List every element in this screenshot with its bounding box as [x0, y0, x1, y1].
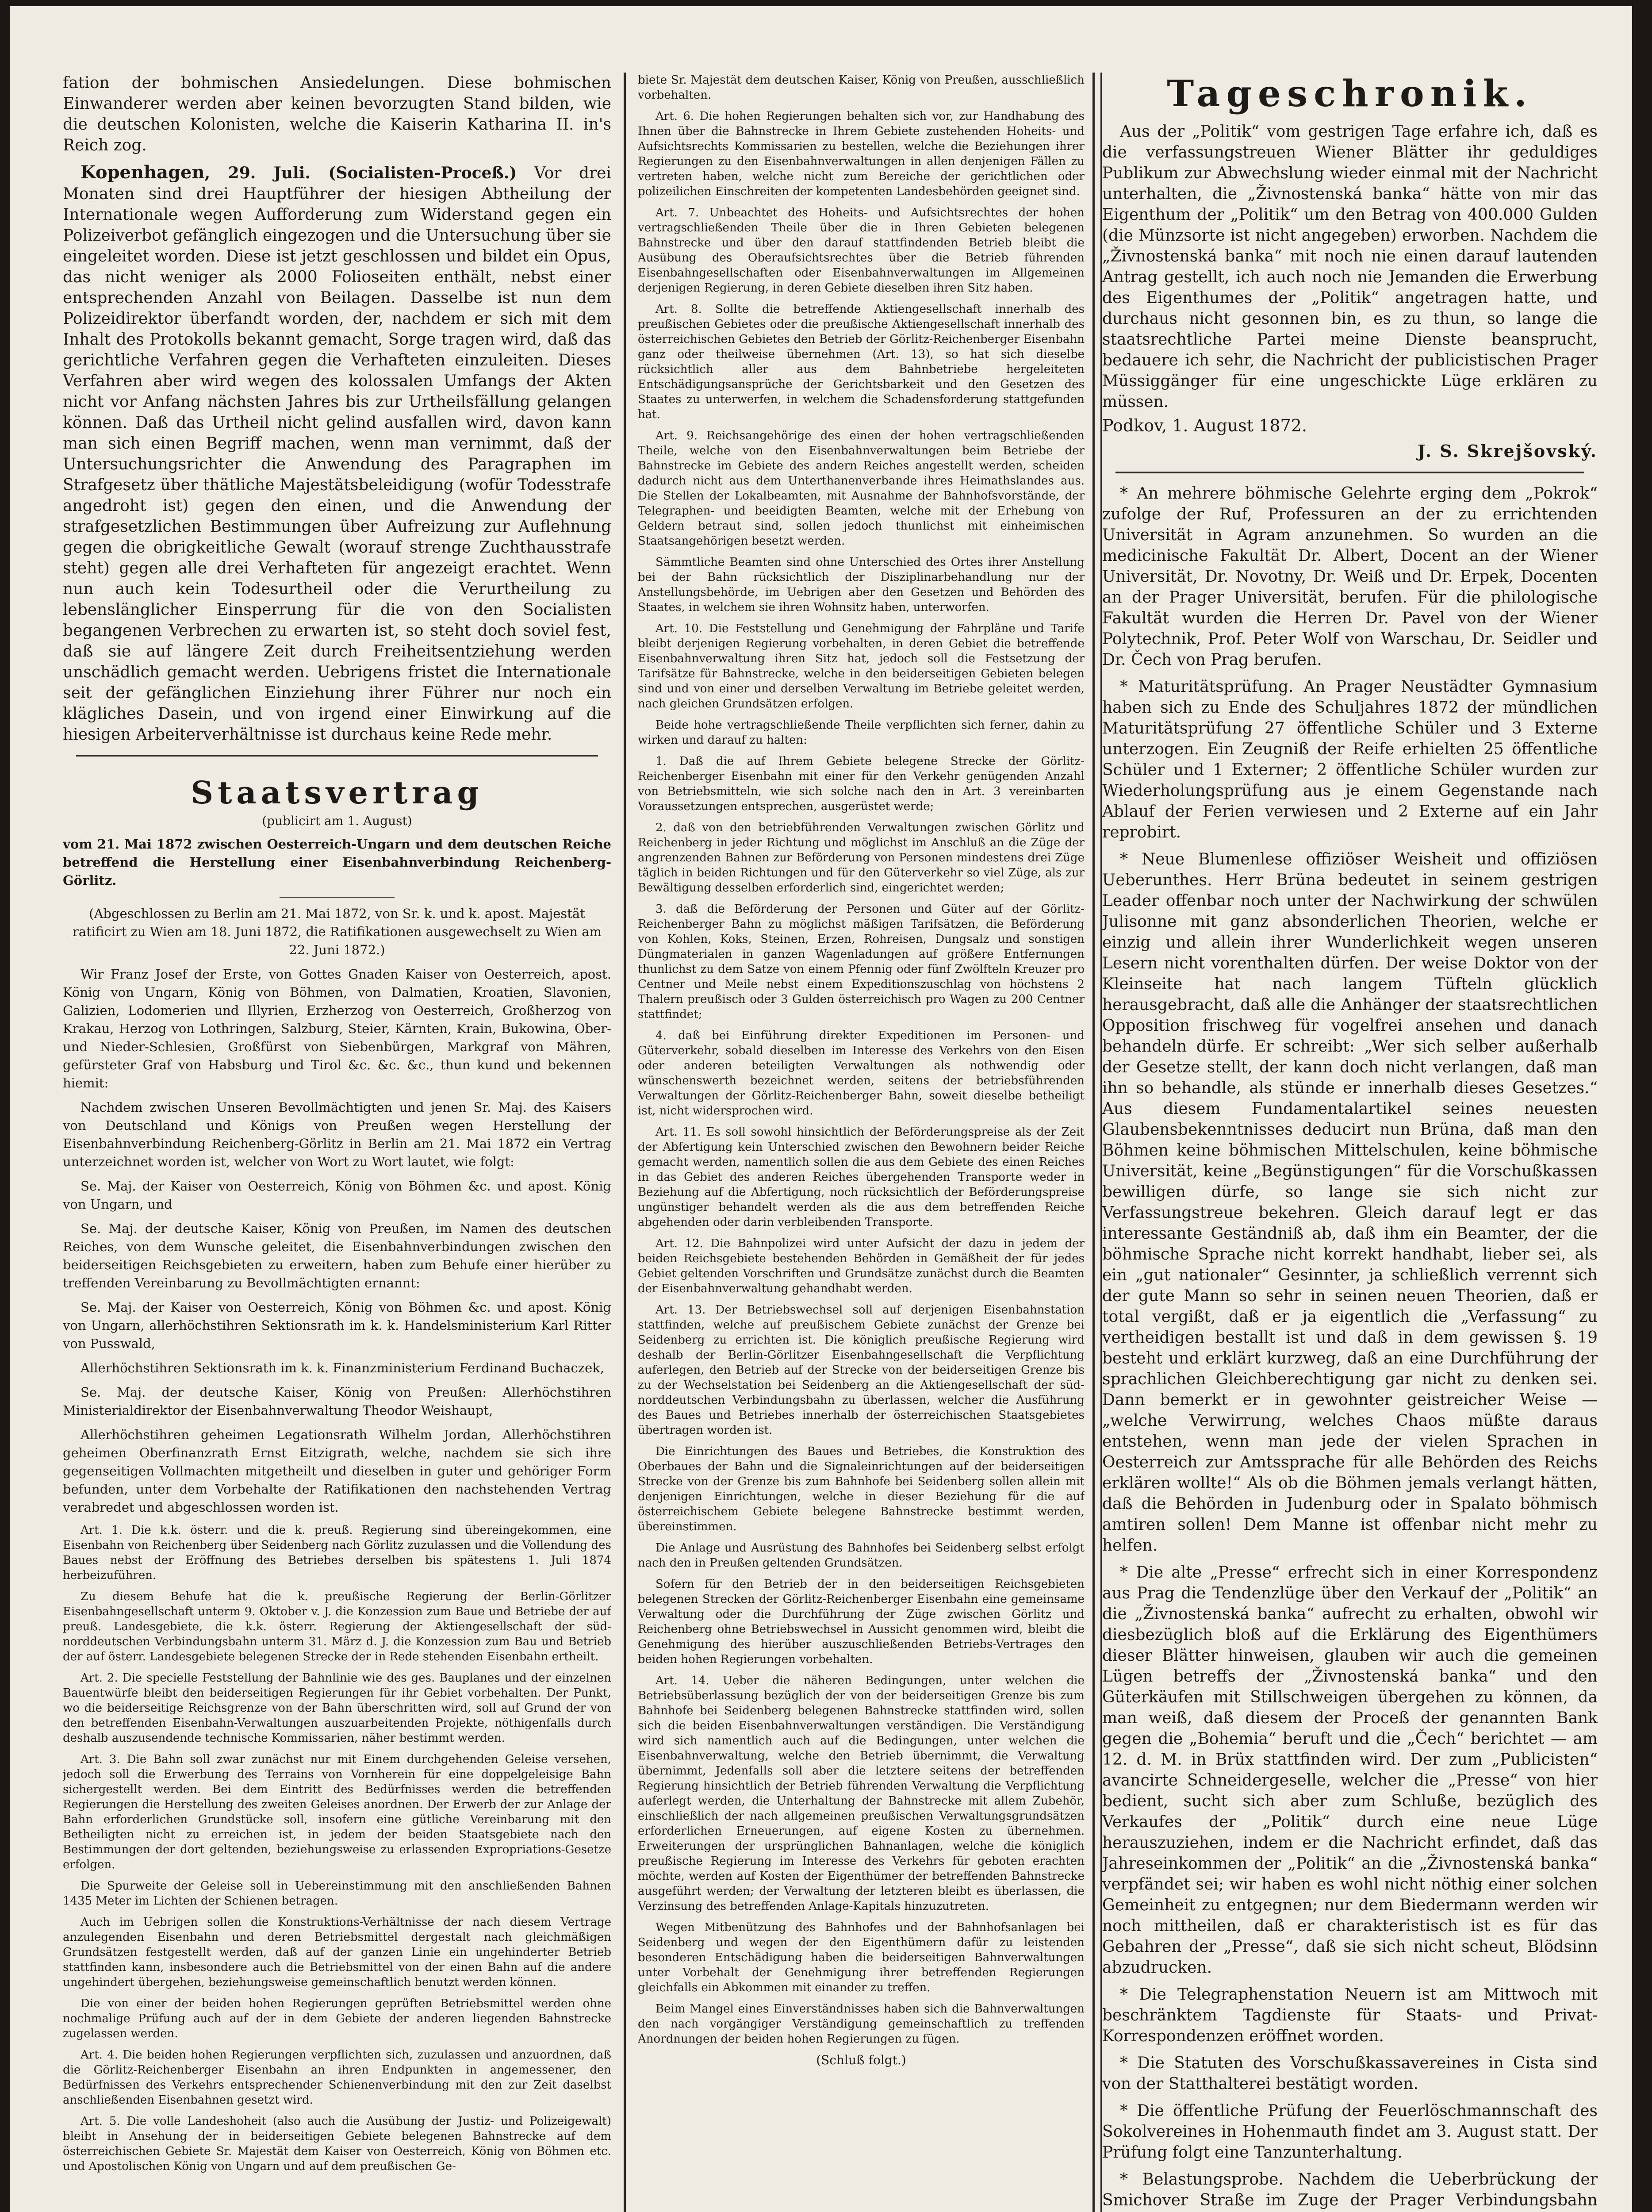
article-continuation: fation der bohmischen Ansiedelungen. Diese bohmischen Einwanderer werden aber keinen bevorzugten Stand bilden, wie die deutschen Kolonisten, welche die Kaiserin Katharina II. in's Reich zog.	[63, 74, 611, 154]
kopenhagen-body: Vor drei Monaten sind drei Hauptführer der hiesigen Abtheilung der Internationale wegen Aufforderung zum Widerstand gegen ein Polizeiverbot gefänglich eingezogen und die Untersuchung über sie eingeleitet worden. Diese ist jetzt geschlossen und bildet ein Opus, das nicht weniger als 2000 Folioseiten enthält, nebst einer entsprechenden Anzahl von Beilagen. Dasselbe ist nun dem Polizeidirektor überfandt worden, der, nachdem er sich mit dem Inhalt des Protokolls bekannt gemacht, Sorge tragen wird, daß das gerichtliche Verfahren gegen die Verhafteten einzuleiten. Dieses Verfahren aber wird wegen des kolossalen Umfangs der Akten nicht vor Anfang nächsten Jahres bis zur Urtheilsfällung gelangen können. Daß das Urtheil nicht gelind ausfallen wird, davon kann man sich einen Begriff machen, wenn man vernimmt, daß der Untersuchungsrichter die Anwendung des Paragraphen im Strafgesetz über thätliche Majestätsbeleidigung (wofür Todesstrafe angedroht ist) gegen den einen, und die Anwendung der strafgesetzlichen Bestimmungen über Aufreizung zur Auflehnung gegen die obrigkeitliche Gewalt (worauf strenge Zuchthausstrafe steht) gegen alle drei Verhafteten für angezeigt erachtet. Wenn nun auch kein Todesurtheil oder die Verurtheilung zu lebenslänglicher Einsperrung für die von den Socialisten begangenen Verbrechen zu erwarten ist, so steht doch soviel fest, daß sie auf längere Zeit durch Freiheitsentziehung werden unschädlich gemacht werden. Uebrigens fristet die Internationale seit der gefänglichen Einziehung ihrer Führer nur noch ein klägliches Dasein, und von irgend einer Einwirkung auf die hiesigen Arbeiterverhältnisse ist durchaus keine Rede mehr.	[63, 164, 611, 744]
column-middle	[638, 73, 1085, 2212]
article-5: Art. 5. Die volle Landeshoheit (also auch die Ausübung der Justiz- und Polizeigewalt) bleibt in Ansehung der in beiderseitigen Gebiete belegenen Bahnstrecke auf dem österreichischen Gebiete Sr. Majestät dem Kaiser von Oesterreich, König von Böhmen etc. und Apostolischen König von Ungarn und auf dem preußischen Ge-	[63, 2115, 611, 2173]
article-9: Art. 9. Reichsangehörige des einen der hohen vertragschließenden Theile, welche von den Eisenbahnverwaltungen beim Betriebe der Bahnstrecke im Gebiete des andern Reiches angestellt werden, scheiden dadurch nicht aus dem Unterthanenverbande ihres Heimathslandes aus. Die Stellen der Lokalbeamten, mit Ausnahme der Bahnhofsvorstände, der Telegraphen- und beeidigten Beamten, welche mit der Erhebung von Geldern betraut sind, sollen jedoch thunlichst mit einheimischen Staatsangehörigen besetzt werden.	[638, 429, 1085, 548]
column-rule-2	[1092, 73, 1095, 2212]
staatsvertrag-p2: Se. Maj. der Kaiser von Oesterreich, König von Böhmen &c. und apost. König von Ungarn, und	[63, 1179, 611, 1212]
kopenhagen-heading: , 29. Juli. (Socialisten-Proceß.)	[204, 164, 517, 182]
article-10d: 2. daß von den betriebführenden Verwaltungen zwischen Görlitz und Reichenberg in jeder Richtung und möglichst im Anschluß an die Züge der angrenzenden Bahnen zur Beförderung von Personen mindestens drei Züge täglich in beiden Richtungen und für den Güterverkehr so viel Züge, als zur Bewältigung desselben erforderlich sind, eingerichtet werden;	[638, 821, 1085, 895]
article-10e: 3. daß die Beförderung der Personen und Güter auf der Görlitz-Reichenberger Bahn zu möglichst mäßigen Tarifsätzen, die Beförderung von Kohlen, Koks, Steinen, Erzen, Rohreisen, Dungsalz und sonstigen Düngmaterialen in ganzen Wagenladungen auf größere Entfernungen thunlichst zu dem Satze von einem Pfennig oder fünf Zwölfteln Kreuzer pro Centner und Meile nebst einem Expeditionszuschlag von höchstens 2 Thalern preußisch oder 3 Gulden österreichisch pro Wagen zu 200 Centner stattfindet;	[638, 902, 1085, 1021]
kopenhagen-dateline: Kopenhagen	[80, 162, 205, 183]
signature-line	[1102, 415, 1598, 436]
staatsvertrag-closed: (Abgeschlossen zu Berlin am 21. Mai 1872, von Sr. k. und k. apost. Majestät ratificirt zu Wien am 18. Juni 1872, die Ratifikationen ausgewechselt zu Wien am 22. Juni 1872.)	[72, 906, 602, 957]
kopenhagen-article	[63, 162, 611, 745]
article-13c: Die Anlage und Ausrüstung des Bahnhofes bei Seidenberg selbst erfolgt nach den in Preußen geltenden Grundsätzen.	[638, 1541, 1085, 1570]
signature-date: Podkov, 1. August 1872.	[1102, 416, 1307, 435]
article-5-continued: biete Sr. Majestät dem deutschen Kaiser, König von Preußen, ausschließlich vorbehalten.	[638, 73, 1085, 102]
news-belastung: * Belastungsprobe. Nachdem die Ueberbrückung der Smichover Straße im Zuge der Prager Verbindungsbahn	[1102, 2170, 1598, 2209]
news-telegraph: * Die Telegraphenstation Neuern ist am Mittwoch mit beschränktem Tagdienste für Staats- und Privat-Korrespondenzen eröffnet worden.	[1102, 1985, 1598, 2045]
article-7: Art. 7. Unbeachtet des Hoheits- und Aufsichtsrechtes der hohen vertragschließenden Theile über die in Ihren Gebieten belegenen Bahnstrecke und über den darauf stattfindenden Betrieb bleibt die Ausübung des Oberaufsichtsrechtes über die Betrieb führenden Eisenbahngesellschaften oder Eisenbahnverwaltungen im Allgemeinen derjenigen Regierung, in deren Gebiete dieselben ihren Sitz haben.	[638, 206, 1085, 295]
article-12: Art. 12. Die Bahnpolizei wird unter Aufsicht der dazu in jedem der beiden Reichsgebiete bestehenden Behörden in Gemäßheit der für jedes Gebiet geltenden Vorschriften und Grundsätze zunächst durch die Beamten der Eisenbahnverwaltung gehandhabt werden.	[638, 1237, 1085, 1295]
article-14b: Wegen Mitbenützung des Bahnhofes und der Bahnhofsanlagen bei Seidenberg und wegen der den Eigenthümern dafür zu leistenden besonderen Entschädigung haben die beiderseitigen Bahnverwaltungen unter Vorbehalt der Genehmigung ihrer betreffenden Regierungen gleichfalls ein Abkommen mit einander zu treffen.	[638, 1921, 1085, 1994]
news-blumenlese: * Neue Blumenlese offiziöser Weisheit und offiziösen Ueberunthes. Herr Brüna bedeutet in seinem gestrigen Leader offenbar noch unter der Nachwirkung der schwülen Julisonne mit ganz absonderlichen Theorien, welche er einzig und allein ihrer Wunderlichkeit wegen unseren Lesern nicht vorenthalten dürfen. Der weise Doktor von der Kleinseite hat nach langem Tüfteln glücklich herausgebracht, daß alle die Anhänger der staatsrechtlichen Opposition frischweg für vogelfrei ansehen und danach behandeln dürfe. Er schreibt: „Wer sich selber außerhalb der Gesetze stellt, der kann doch nicht verlangen, daß man ihn so behandle, als stünde er innerhalb dieses Gesetzes.“ Aus diesem Fundamentalartikel seines neuesten Glaubensbekenntnisses deducirt nun Brüna, daß man den Böhmen keine böhmischen Mittelschulen, keine böhmische Universität, keine „Begünstigungen“ für die Vorschußkassen bewilligen dürfe, so lange sie sich nicht zur Verfassungstreue bekehren. Gleich darauf legt er das interessante Geständniß ab, daß ihm ein Beamter, der die böhmische Sprache nicht korrekt handhabt, lieber sei, als ein „gut nationaler“ Gesinnter, ja schließlich verrennt sich der gute Mann so sehr in seinen neuen Theorien, daß er total vergißt, daß er ja eigentlich die „Verfassung“ zu vertheidigen bestallt ist und daß in dem gewissen §. 19 besteht und erklärt kurzweg, daß an eine Durchführung der sprachlichen Gleichberechtigung gar nicht zu denken sei. Dann bemerkt er in gewohnter geistreicher Weise — „welche Verwirrung, welches Chaos müßte daraus entstehen, wenn man jede der vielen Sprachen in Oesterreich zur Amtssprache für alle Behörden des Reichs erklären wollte!“ Als ob die Böhmen jemals verlangt hätten, daß die Behörden in Judenburg oder in Spalato böhmisch amtiren sollen! Dem Manne ist offenbar nicht mehr zu helfen.	[1102, 850, 1598, 1555]
article-1b: Zu diesem Behufe hat die k. preußische Regierung der Berlin-Görlitzer Eisenbahngesellschaft unterm 9. Oktober v. J. die Konzession zum Baue und Betriebe der auf preuß. Landesgebiete, die k.k. österr. Regierung der Aktiengesellschaft der süd-norddeutschen Verbindungsbahn unterm 31. März d. J. die Konzession zum Bau und Betrieb der auf österr. Landesgebiete belegenen Strecke der in Rede stehenden Eisenbahn ertheilt.	[63, 1590, 611, 1663]
news-gelehrte: * An mehrere böhmische Gelehrte erging dem „Pokrok“ zufolge der Ruf, Professuren an der zu errichtenden Universität in Agram anzunehmen. So wurden an die medicinische Fakultät Dr. Albert, Docent an der Wiener Universität, Dr. Novotny, Dr. Weiß und Dr. Erpek, Docenten an der Prager Universität, berufen. Für die philologische Fakultät wurden die Herren Dr. Pavel von der Wiener Polytechnik, Prof. Peter Wolf von Warschau, Dr. Seidler und Dr. Čech von Prag berufen.	[1102, 484, 1598, 669]
news-pruefung: * Die öffentliche Prüfung der Feuerlöschmannschaft des Sokolvereines in Hohenmauth findet am 3. August statt. Der Prüfung folgt eine Tanzunterhaltung.	[1102, 2102, 1598, 2162]
article-3c: Auch im Uebrigen sollen die Konstruktions-Verhältnisse der nach diesem Vertrage anzulegenden Eisenbahn und deren Betriebsmittel dergestalt nach gleichmäßigen Grundsätzen festgestellt werden, daß auf der ganzen Linie ein ungehinderter Betrieb stattfinden kann, insbesondere auch die Betriebsmittel von der einen Bahn auf die andere ungehindert übergehen, beziehungsweise gemeinschaftlich benutzt werden können.	[63, 1916, 611, 1989]
section-divider	[76, 755, 598, 757]
signature-block	[1102, 441, 1598, 462]
staatsvertrag-p4: Se. Maj. der Kaiser von Oesterreich, König von Böhmen &c. und apost. König von Ungarn, allerhöchstihren Sektionsrath im k. k. Handelsministerium Karl Ritter von Pusswald,	[63, 1300, 611, 1351]
column-rule-2b	[1100, 73, 1102, 2212]
staatsvertrag-p6: Se. Maj. der deutsche Kaiser, König von Preußen: Allerhöchstihren Ministerialdirektor der Eisenbahnverwaltung Theodor Weishaupt,	[63, 1385, 611, 1418]
article-6: Art. 6. Die hohen Regierungen behalten sich vor, zur Handhabung des Ihnen über die Bahnstrecke in Ihrem Gebiete zustehenden Hoheits- und Aufsichtsrechts Kommissarien zu bestellen, welche die Beziehungen ihrer Regierungen zu den Eisenbahnverwaltungen in allen denjenigen Fällen zu vertreten haben, welche nicht zum Bereiche der gerichtlichen oder polizeilichen Einschreiten der kompetenten Landesbehörden geeignet sind.	[638, 110, 1085, 198]
staatsvertrag-p5: Allerhöchstihren Sektionsrath im k. k. Finanzministerium Ferdinand Buchaczek,	[80, 1360, 605, 1375]
article-14c: Beim Mangel eines Einverständnisses haben sich die Bahnverwaltungen den nach vorgängiger Verständigung gemeinschaftlich zu treffenden Anordnungen der beiden hohen Regierungen zu fügen.	[638, 2002, 1085, 2046]
signature-name: J. S. Skrejšovský.	[1417, 441, 1598, 461]
article-3d: Die von einer der beiden hohen Regierungen geprüften Betriebsmittel werden ohne nochmalige Prüfung auch auf der in dem Gebiete der anderen liegenden Bahnstrecke zugelassen werden.	[63, 1997, 611, 2040]
staatsvertrag-title: Staatsvertrag	[191, 774, 483, 811]
article-10b: Beide hohe vertragschließende Theile verpflichten sich ferner, dahin zu wirken und darauf zu halten:	[638, 718, 1085, 747]
politik-statement: Aus der „Politik“ vom gestrigen Tage erfahre ich, daß es die verfassungstreuen Wiener Blätter ihr geduldiges Publikum zur Abwechslung wieder einmal mit der Nachricht unterhalten, die „Živnostenská banka“ hätte von mir das Eigenthum der „Politik“ um den Betrag von 400.000 Gulden (die Münzsorte ist nicht angegeben) erworben. Nachdem die „Živnostenská banka“ mit noch nie einen darauf lautenden Antrag gestellt, ich auch noch nie Jemanden die Erwerbung des Eigenthumes der „Politik“ angetragen hatte, und durchaus nicht gesonnen bin, es zu thun, so lange die staatsrechtliche Partei meine Dienste beansprucht, bedauere ich sehr, die Nachricht der publicistischen Prager Müssiggänger für eine ungeschickte Lüge erklären zu müssen.	[1102, 123, 1598, 411]
article-8: Art. 8. Sollte die betreffende Aktiengesellschaft innerhalb des preußischen Gebietes oder die preußische Aktiengesellschaft innerhalb des österreichischen Gebietes den Betrieb der Görlitz-Reichenberger Eisenbahn ganz oder theilweise übernehmen (Art. 13), so hat sich dieselbe rücksichtlich aller aus dem Bahnbetriebe hergeleiteten Entschädigungsansprüche der Gerichtsbarkeit und den Gesetzen des Staates zu unterwerfen, in welchem die Schadensforderung stattgefunden hat.	[638, 303, 1085, 421]
article-4: Art. 4. Die beiden hohen Regierungen verpflichten sich, zuzulassen und anzuordnen, daß die Görlitz-Reichenberger Eisenbahn an ihren Endpunkten in angemessener, den Bedürfnissen des Verkehrs entsprechender Schienenverbindung mit den zur Zeit daselbst anschließenden Eisenbahnen gesetzt wird.	[63, 2048, 611, 2107]
staatsvertrag-p7: Allerhöchstihren geheimen Legationsrath Wilhelm Jordan, Allerhöchstihren geheimen Oberfinanzrath Ernst Eitzigrath, welche, nachdem sie sich ihre gegenseitigen Vollmachten mitgetheilt und dieselben in guter und gehöriger Form befunden, unter dem Vorbehalte der Ratifikationen den nachstehenden Vertrag verabredet und abgeschlossen worden ist.	[63, 1427, 611, 1515]
staatsvertrag-intro: vom 21. Mai 1872 zwischen Oesterreich-Ungarn und dem deutschen Reiche betreffend die Herstellung einer Eisenbahnverbindung Reichenberg-Görlitz.	[63, 837, 611, 888]
staatsvertrag-p1: Nachdem zwischen Unseren Bevollmächtigten und jenen Sr. Maj. des Kaisers von Deutschland und Königs von Preußen wegen Herstellung der Eisenbahnverbindung Reichenberg-Görlitz in Berlin am 21. Mai 1872 ein Vertrag unterzeichnet worden ist, welcher von Wort zu Wort lautet, wie folgt:	[63, 1100, 611, 1169]
article-1: Art. 1. Die k.k. österr. und die k. preuß. Regierung sind übereingekommen, eine Eisenbahn von Reichenberg über Seidenberg nach Görlitz zuzulassen und die Vollendung des Baues nebst der Eröffnung des Betriebes derselben bis spätestens 1. Juli 1874 herbeizuführen.	[63, 1524, 611, 1582]
article-2: Art. 2. Die specielle Feststellung der Bahnlinie wie des ges. Bauplanes und der einzelnen Bauentwürfe bleibt den beiderseitigen Regierungen für ihr Gebiet vorbehalten. Der Punkt, wo die beiderseitige Reichsgrenze von der Bahn überschritten wird, soll auf Grund der von den betreffenden Eisenbahn-Verwaltungen auszuarbeitenden Projekte, nöthigenfalls durch deshalb auszusendende technische Kommissarien, näher bestimmt werden.	[63, 1671, 611, 1745]
column-left	[63, 73, 611, 2212]
article-10: Art. 10. Die Feststellung und Genehmigung der Fahrpläne und Tarife bleibt derjenigen Regierung vorbehalten, in deren Gebiet die betreffende Eisenbahnverwaltung ihren Sitz hat, jedoch soll die Festsetzung der Tarifsätze für Bahnstrecke, welche in den beiderseitigen Gebieten belegen sind und von einer und derselben Verwaltung im Betriebe geleitet werden, nach gleichen Grundsätzen erfolgen.	[638, 622, 1085, 710]
staatsvertrag-p3: Se. Maj. der deutsche Kaiser, König von Preußen, im Namen des deutschen Reiches, von dem Wunsche geleitet, die Eisenbahnverbindungen zwischen den beiderseitigen Reichsgebieten zu erweitern, haben zum Behufe einer hierüber zu treffenden Vereinbarung zu Bevollmächtigten ernannt:	[63, 1221, 611, 1290]
tageschronik-title: Tageschronik.	[1167, 73, 1533, 115]
newspaper-page	[10, 6, 1632, 2212]
article-3: Art. 3. Die Bahn soll zwar zunächst nur mit Einem durchgehenden Geleise versehen, jedoch soll die Erwerbung des Terrains von Vornherein für eine doppelgeleisige Bahn sichergestellt werden. Bei dem Eintritt des Bedürfnisses werden die betreffenden Regierungen die Herstellung des zweiten Geleises anordnen. Der Erwerb der zur Anlage der Bahn erforderlichen Grundstücke soll, insofern eine gütliche Vereinbarung mit den Betheiligten nicht zu erreichen ist, in jedem der beiden Staatsgebiete nach den Bestimmungen der dort geltenden, beziehungsweise zu erlassenden Expropriations-Gesetze erfolgen.	[63, 1753, 611, 1871]
article-13d: Sofern für den Betrieb der in den beiderseitigen Reichsgebieten belegenen Strecken der Görlitz-Reichenberger Eisenbahn eine gemeinsame Verwaltung oder die Durchführung der Züge zwischen Görlitz und Reichenberg ohne Betriebswechsel in Aussicht genommen wird, bleibt die Genehmigung des hierüber auszuschließenden Betriebs-Vertrages den beiden hohen Regierungen vorbehalten.	[638, 1578, 1085, 1666]
article-11: Art. 11. Es soll sowohl hinsichtlich der Beförderungspreise als der Zeit der Abfertigung kein Unterschied zwischen den Bewohnern beider Reiche gemacht werden, namentlich sollen die aus dem Gebiete des einen Reiches in das Gebiet des anderen Reiches übergehenden Transporte weder in Beziehung auf die Abfertigung, noch rücksichtlich der Beförderungspreise ungünstiger behandelt werden als die aus dem betreffenden Reiche abgehenden oder darin verbleibenden Transporte.	[638, 1125, 1085, 1229]
news-statuten: * Die Statuten des Vorschußkassavereines in Cista sind von der Statthalterei bestätigt worden.	[1102, 2054, 1598, 2093]
article-14: Art. 14. Ueber die näheren Bedingungen, unter welchen die Betriebsüberlassung bezüglich der von der beiderseitigen Grenze bis zum Bahnhofe bei Seidenberg belegenen Bahnstrecke stattfinden wird, sollen sich die beiden Eisenbahnverwaltungen verständigen. Die Verständigung wird sich namentlich auch auf die Bedingungen, unter welchen die Eisenbahnverwaltung, welche den Betrieb übernimmt, die Verwaltung übernimmt, Jedenfalls soll aber die letztere seitens der betreffenden Regierung hinsichtlich der Betrieb führenden Verwaltung die Verpflichtung auferlegt werden, die Unterhaltung der Bahnstrecke mit allem Zubehör, einschließlich der nach allgemeinen preußischen Verwaltungsgrundsätzen erforderlichen Erneuerungen, auf eigene Kosten zu übernehmen. Erweiterungen der ursprünglichen Bahnanlagen, welche die königlich preußische Regierung im Interesse des Verkehrs für geboten erachten möchte, werden auf Kosten der Eigenthümer der betreffenden Bahnstrecke ausgeführt werden; der Verwaltung der letzteren bleibt es überlassen, die Verzinsung des betreffenden Anlage-Kapitals hinzuzutreten.	[638, 1674, 1085, 1913]
article-10c: 1. Daß die auf Ihrem Gebiete belegene Strecke der Görlitz-Reichenberger Eisenbahn mit einer für den Verkehr genügenden Anzahl von Betriebsmitteln, wie sich solche nach den in Art. 3 vereinbarten Voraussetzungen entsprechen, ausgerüstet werde;	[638, 755, 1085, 813]
short-rule	[280, 897, 395, 898]
news-presse: * Die alte „Presse“ erfrecht sich in einer Korrespondenz aus Prag die Tendenzlüge über den Verkauf der „Politik“ an die „Živnostenská banka“ aufrecht zu erhalten, obwohl wir diesbezüglich bloß auf die Erklärung des Eigenthümers dieser Blätter hinweisen, glauben wir auch die gemeinen Lügen betreffs der „Živnostenská banka“ und den Güterkäufen mit Stillschweigen übergehen zu können, da man weiß, daß diesem der Proceß der genannten Bank gegen die „Bohemia“ beruft und die „Čech“ berichtet — am 12. d. M. in Brüx stattfinden wird. Der zum „Publicisten“ avancirte Schneidergeselle, welcher die „Presse“ von hier bedient, sucht sich aber zum Schluße, bezüglich des Verkaufes der „Politik“ durch eine neue Lüge herauszuziehen, indem er die Nachricht erfindet, daß das Jahreseinkommen der „Politik“ an die „Živnostenská banka“ verpfändet sei; wir haben es wohl nicht nöthig einer solchen Gemeinheit zu entgegnen; nur dem Biedermann werden wir noch mittheilen, daß er charakteristisch ist es für das Gebahren der „Presse“, daß sie sich nicht scheut, Blödsinn abzudrucken.	[1102, 1563, 1598, 1977]
staatsvertrag-subtitle: (publicirt am 1. August)	[262, 814, 412, 828]
news-maturitaet: * Maturitätsprüfung. An Prager Neustädter Gymnasium haben sich zu Ende des Schuljahres 1872 der mündlichen Maturitätsprüfung 27 öffentliche Schüler und 3 Externe unterzogen. Ein Zeugniß der Reife erhielten 25 öffentliche Schüler und 1 Externer; 2 öffentliche Schüler wurden zur Wiederholungsprüfung aus je einem Gegenstande nach Ablauf der Ferien verwiesen und 2 Externe auf ein Jahr reprobirt.	[1102, 678, 1598, 841]
article-13: Art. 13. Der Betriebswechsel soll auf derjenigen Eisenbahnstation stattfinden, welche auf preußischem Gebiete zunächst der Grenze bei Seidenberg zu errichten ist. Die königlich preußische Regierung wird deshalb der Berlin-Görlitzer Eisenbahngesellschaft die Verpflichtung auferlegen, den Betrieb auf der Strecke von der beiderseitigen Grenze bis zu der Wechselstation bei Seidenberg an die Aktiengesellschaft der süd-norddeutschen Verbindungsbahn zu überlassen, welcher die Ausführung des Baues und Betriebes innerhalb der österreichischen Staatsgebietes übertragen worden ist.	[638, 1303, 1085, 1437]
signature-divider	[1115, 472, 1584, 473]
staatsvertrag-franz: Wir Franz Josef der Erste, von Gottes Gnaden Kaiser von Oesterreich, apost. König von Ungarn, König von Böhmen, von Dalmatien, Kroatien, Slavonien, Galizien, Lodomerien und Illyrien, Erzherzog von Oesterreich, Großherzog von Krakau, Herzog von Lothringen, Salzburg, Steier, Kärnten, Krain, Bukowina, Ober- und Nieder-Schlesien, Großfürst von Siebenbürgen, Markgraf von Mähren, gefürsteter Graf von Habsburg und Tirol &c. &c. &c., thun kund und bekennen hiemit:	[63, 967, 611, 1091]
article-3b: Die Spurweite der Geleise soll in Uebereinstimmung mit den anschließenden Bahnen 1435 Meter im Lichten der Schienen betragen.	[63, 1879, 611, 1908]
column-right	[1102, 73, 1598, 2212]
article-13b: Die Einrichtungen des Baues und Betriebes, die Konstruktion des Oberbaues der Bahn und die Signaleinrichtungen auf der beiderseitigen Strecke von der Grenze bis zum Bahnhofe bei Seidenberg sollen allein mit denjenigen Einrichtungen, welche in dieser Beziehung für die auf österreichischem Gebiete belegene Bahnstrecke bestimmt werden, übereinstimmen.	[638, 1445, 1085, 1533]
article-10f: 4. daß bei Einführung direkter Expeditionen im Personen- und Güterverkehr, sobald dieselben im Interesse des Verkehrs von den Eisen oder anderen beteiligten Verwaltungen als nothwendig oder wünschenswerth bezeichnet werden, seitens der betriebsführenden Verwaltungen der Görlitz-Reichenberger Bahn, soweit dieselbe betheiligt ist, nicht widersprochen wird.	[638, 1029, 1085, 1118]
article-9b: Sämmtliche Beamten sind ohne Unterschied des Ortes ihrer Anstellung bei der Bahn rücksichtlich der Disziplinarbehandlung nur der Anstellungsbehörde, im Uebrigen aber den Gesetzen und Behörden des Staates, in welchem sie ihren Wohnsitz haben, unterworfen.	[638, 556, 1085, 614]
continuation-note: (Schluß folgt.)	[816, 2053, 906, 2067]
column-rule-1	[624, 73, 626, 2212]
